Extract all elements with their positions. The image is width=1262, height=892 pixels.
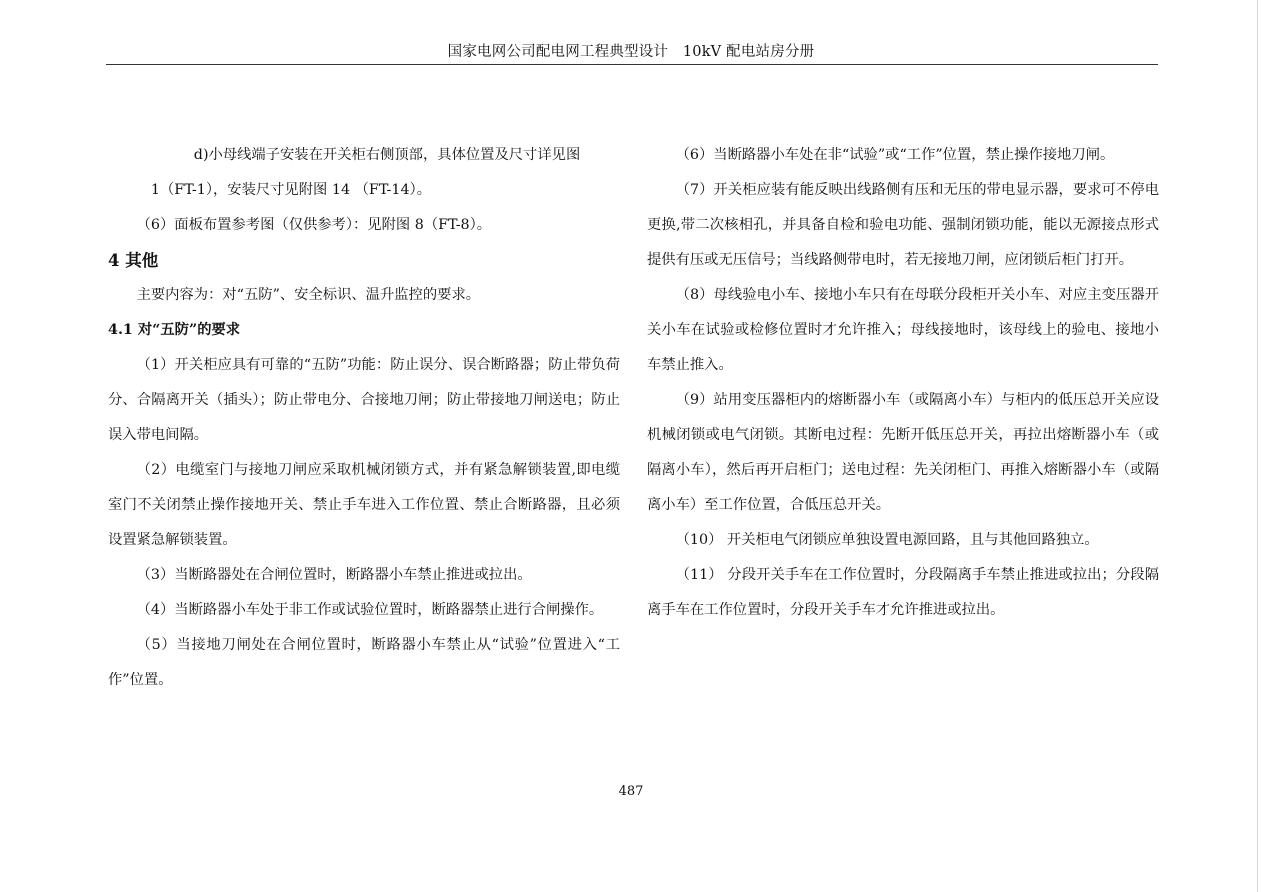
section-4-intro: 主要内容为：对“五防”、安全标识、温升监控的要求。 [136, 287, 481, 303]
paragraph-11: （11） 分段开关手车在工作位置时，分段隔离手车禁止推进或拉出；分段隔离手车在工作位置时，分段开关手车才允许推进或拉出。 [647, 567, 1159, 618]
left-column [108, 138, 620, 698]
paragraph-2: （2）电缆室门与接地刀闸应采取机械闭锁方式，并有紧急解锁装置,即电缆室门不关闭禁止操作接地开关、禁止手车进入工作位置、禁止合断路器，且必须设置紧急解锁装置。 [108, 462, 620, 548]
section-4-heading: 4 其他 [108, 251, 159, 270]
section-4-1-heading: 4.1 对“五防”的要求 [108, 322, 241, 338]
right-column [647, 138, 1159, 628]
paragraph-5: （5）当接地刀闸处在合闸位置时，断路器小车禁止从“试验”位置进入“工作”位置。 [108, 637, 620, 688]
paragraph-6: （6）当断路器小车处在非“试验”或“工作”位置，禁止操作接地刀闸。 [675, 147, 1115, 163]
paragraph-3: （3）当断路器处在合闸位置时，断路器小车禁止推进或拉出。 [136, 567, 532, 583]
paragraph-4: （4）当断路器小车处于非工作或试验位置时，断路器禁止进行合闸操作。 [136, 602, 604, 618]
paragraph-7: （7）开关柜应装有能反映出线路侧有压和无压的带电显示器，要求可不停电更换,带二次核相孔，并具备自检和验电功能、强制闭锁功能，能以无源接点形式提供有压或无压信号；当线路侧带电时，若无接地刀闸，应闭锁后柜门打开。 [647, 182, 1159, 268]
paragraph-9: （9）站用变压器柜内的熔断器小车（或隔离小车）与柜内的低压总开关应设机械闭锁或电气闭锁。其断电过程：先断开低压总开关，再拉出熔断器小车（或隔离小车），然后再开启柜门；送电过程：先关闭柜门、再推入熔断器小车（或隔离小车）至工作位置，合低压总开关。 [647, 392, 1159, 513]
page-number: 487 [618, 784, 644, 799]
item-d-continuation: 1（FT-1），安装尺寸见附图 14 （FT-14）。 [150, 182, 432, 198]
paragraph-8: （8）母线验电小车、接地小车只有在母联分段柜开关小车、对应主变压器开关小车在试验或检修位置时才允许推入；母线接地时，该母线上的验电、接地小车禁止推入。 [647, 287, 1159, 373]
item-d: d)小母线端子安装在开关柜右侧顶部，具体位置及尺寸详见图 [193, 147, 581, 163]
item-6-panel-layout: （6）面板布置参考图（仅供参考）：见附图 8（FT-8）。 [136, 217, 492, 233]
running-header: 国家电网公司配电网工程典型设计 10kV 配电站房分册 [447, 44, 815, 60]
paragraph-1: （1）开关柜应具有可靠的“五防”功能：防止误分、误合断路器；防止带负荷分、合隔离开关（插头）；防止带电分、合接地刀闸；防止带接地刀闸送电；防止误入带电间隔。 [108, 357, 620, 443]
paragraph-10: （10） 开关柜电气闭锁应单独设置电源回路，且与其他回路独立。 [675, 532, 1099, 548]
header-rule [106, 64, 1158, 65]
page-edge-line [1257, 0, 1258, 892]
